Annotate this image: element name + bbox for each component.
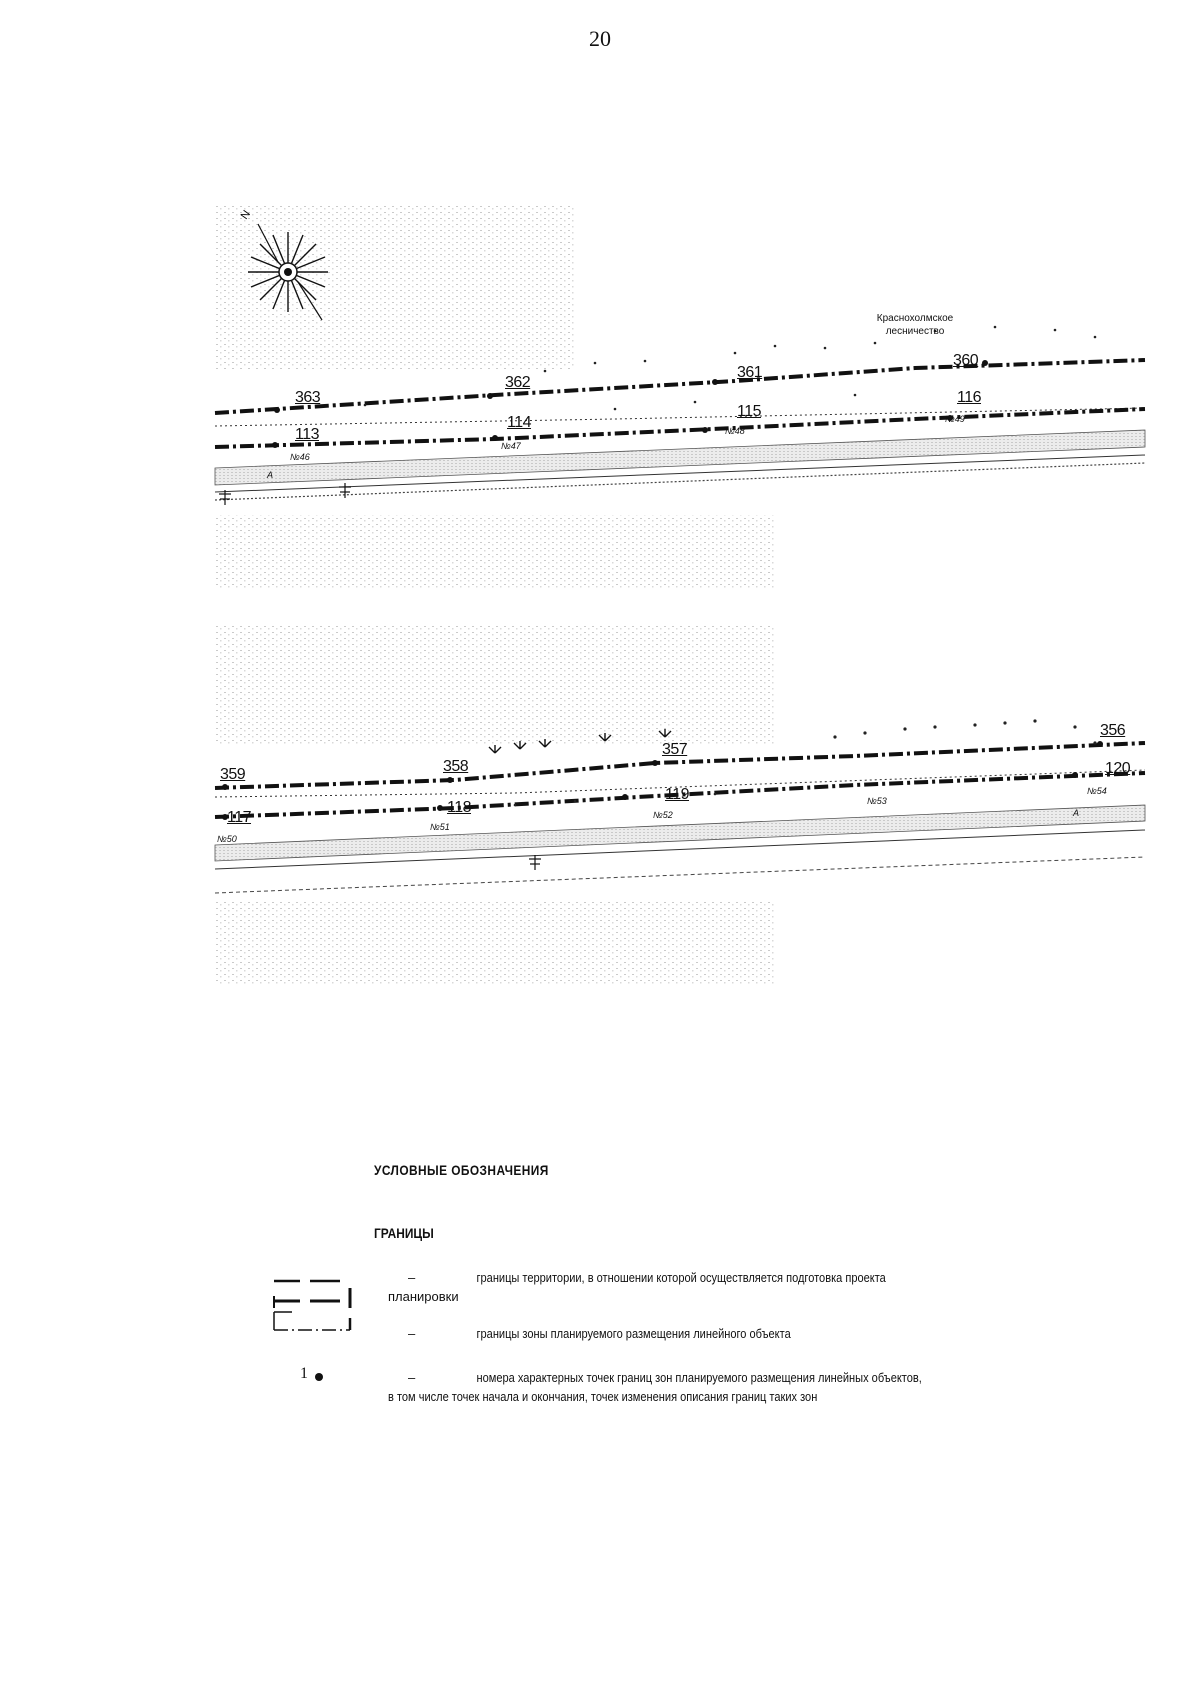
legend-dash: – — [408, 1370, 416, 1385]
point-label-113: 113 — [295, 426, 320, 443]
point-label-117: 117 — [227, 809, 252, 826]
station-label: №48 — [725, 426, 745, 436]
point-label-359: 359 — [220, 766, 246, 783]
station-label: №53 — [867, 796, 887, 806]
point-marker-icon — [315, 1373, 323, 1381]
point-label-119: 119 — [665, 786, 690, 803]
faint-background-text — [215, 515, 775, 590]
faint-background-text — [215, 205, 575, 370]
point-label-120: 120 — [1105, 760, 1131, 777]
faint-background-text — [215, 900, 775, 985]
map-drawing-top — [215, 205, 1145, 595]
point-label-114: 114 — [507, 414, 532, 431]
point-label-358: 358 — [443, 758, 469, 775]
road-marker: А — [1073, 808, 1080, 818]
legend-dash: – — [408, 1270, 416, 1285]
legend-text: границы территории, в отношении которой осуществляется подготовка проекта — [476, 1270, 886, 1285]
point-label-363: 363 — [295, 389, 321, 406]
tree-symbol-icon — [529, 855, 541, 870]
dashed-bold-boundary-icon — [270, 1278, 360, 1310]
map-drawing-bottom — [215, 625, 1145, 995]
faint-background-text — [215, 625, 775, 745]
dotted-edge-line — [215, 408, 1145, 426]
road-marker: А — [267, 470, 274, 480]
point-label-357: 357 — [662, 741, 688, 758]
legend-dash: – — [408, 1326, 416, 1341]
tree-symbol-icon — [219, 483, 351, 505]
forestry-note: Краснохолмское лесничество — [876, 313, 954, 337]
point-label-362: 362 — [505, 374, 531, 391]
dash-dot-boundary-icon — [270, 1310, 360, 1334]
legend-subtitle: ГРАНИЦЫ — [374, 1225, 434, 1241]
point-label-118: 118 — [447, 799, 472, 816]
map-panel-top — [215, 205, 1145, 595]
boundary-point-markers — [272, 360, 988, 448]
station-label: №51 — [430, 822, 450, 832]
legend-text-continuation: планировки — [388, 1289, 459, 1304]
station-label: №49 — [945, 414, 965, 424]
legend-text: границы зоны планируемого размещения линейного объекта — [476, 1326, 791, 1341]
station-label: №50 — [217, 834, 237, 844]
legend-text-continuation: в том числе точек начала и окончания, точек изменения описания границ таких зон — [388, 1389, 818, 1404]
point-label-360: 360 — [953, 352, 979, 369]
legend-title: УСЛОВНЫЕ ОБОЗНАЧЕНИЯ — [374, 1162, 549, 1178]
station-label: №52 — [653, 810, 673, 820]
legend-text: номера характерных точек границ зон планируемого размещения линейных объектов, — [476, 1370, 922, 1385]
station-label: №46 — [290, 452, 310, 462]
station-label: №47 — [501, 441, 521, 451]
station-label: №54 — [1087, 786, 1107, 796]
svg-text:N: N — [238, 208, 254, 222]
point-label-115: 115 — [737, 403, 762, 420]
point-marker-label: 1 — [300, 1365, 308, 1382]
point-label-356: 356 — [1100, 722, 1126, 739]
point-label-361: 361 — [737, 364, 763, 381]
page-number: 20 — [589, 26, 611, 51]
dotted-edge-line — [215, 857, 1145, 893]
road-band — [215, 430, 1145, 485]
road-band — [215, 805, 1145, 861]
map-panel-bottom — [215, 625, 1145, 995]
point-label-116: 116 — [957, 389, 982, 406]
